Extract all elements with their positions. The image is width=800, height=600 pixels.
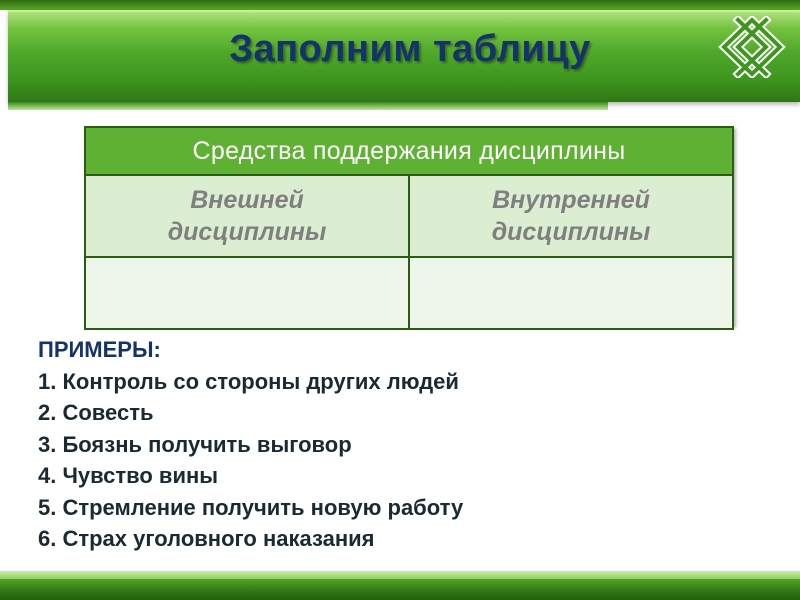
list-item: 4. Чувство вины xyxy=(38,463,219,488)
list-item: 1. Контроль со стороны других людей xyxy=(38,368,459,394)
answer-cell-external[interactable] xyxy=(85,257,409,329)
column-header-line: дисциплины xyxy=(167,218,327,246)
column-header-line: Внешней xyxy=(190,186,304,214)
table-header: Средства поддержания дисциплины xyxy=(85,127,733,175)
interlaced-square-knot-icon xyxy=(718,16,786,78)
examples-list xyxy=(38,334,738,555)
header-top-strip xyxy=(0,0,800,10)
column-header-external xyxy=(85,175,409,257)
examples-heading: ПРИМЕРЫ: xyxy=(38,337,161,362)
list-item: 6. Страх уголовного наказания xyxy=(38,526,375,551)
footer-highlight xyxy=(0,571,800,579)
column-header-line: Внутренней xyxy=(492,186,650,214)
column-header-line: дисциплины xyxy=(491,218,651,246)
answer-cell-internal[interactable] xyxy=(409,257,733,329)
list-item: 2. Совесть xyxy=(38,400,154,425)
discipline-table xyxy=(84,126,734,326)
list-item: 3. Боязнь получить выговор xyxy=(38,431,352,457)
column-header-internal xyxy=(409,175,733,257)
page-title: Заполним таблицу xyxy=(229,28,591,70)
footer-band xyxy=(0,579,800,600)
list-item: 5. Стремление получить новую работу xyxy=(38,494,464,520)
